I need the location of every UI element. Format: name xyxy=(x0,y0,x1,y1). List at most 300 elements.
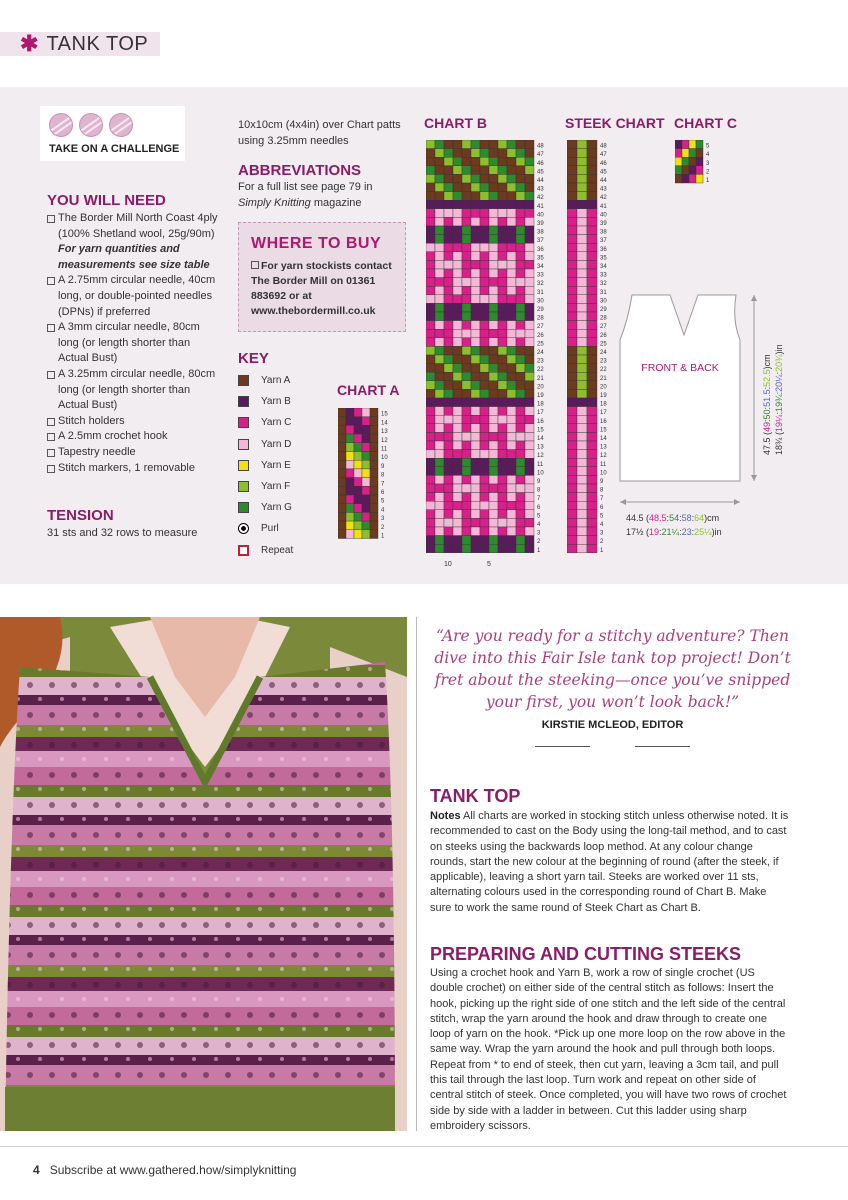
chart-cell xyxy=(587,510,597,519)
chart-cell xyxy=(525,398,534,407)
schematic-outline xyxy=(620,295,740,481)
chart-cell xyxy=(354,434,362,443)
row-number: 9 xyxy=(537,479,541,485)
chart-cell xyxy=(577,484,587,493)
chart-cell xyxy=(435,467,444,476)
chart-cell xyxy=(489,527,498,536)
chart-cell xyxy=(346,417,354,426)
chart-cell xyxy=(462,346,471,355)
chart-cell xyxy=(471,140,480,149)
chart-cell xyxy=(507,346,516,355)
chart-cell xyxy=(567,243,577,252)
chart-cell xyxy=(587,432,597,441)
tension-heading: TENSION xyxy=(47,507,114,524)
chart-cell xyxy=(587,415,597,424)
chart-cell xyxy=(516,260,525,269)
checkbox-icon xyxy=(47,277,55,285)
chart-cell xyxy=(453,389,462,398)
chart-cell xyxy=(444,183,453,192)
chart-cell xyxy=(426,484,435,493)
chart-cell xyxy=(587,467,597,476)
page-number: 4 xyxy=(33,1163,40,1177)
chart-cell xyxy=(516,166,525,175)
chart-cell xyxy=(362,460,370,469)
chart-cell xyxy=(567,432,577,441)
row-number: 19 xyxy=(600,393,607,399)
chart-cell xyxy=(516,346,525,355)
chart-cell xyxy=(435,484,444,493)
chart-cell xyxy=(462,372,471,381)
chart-cell xyxy=(346,469,354,478)
chart-cell xyxy=(444,321,453,330)
chart-cell xyxy=(507,235,516,244)
chart-cell xyxy=(516,407,525,416)
chart-cell xyxy=(587,346,597,355)
chart-cell xyxy=(498,493,507,502)
chart-cell xyxy=(489,312,498,321)
chart-cell xyxy=(444,243,453,252)
chart-cell xyxy=(567,217,577,226)
chart-cell xyxy=(453,312,462,321)
chart-cell xyxy=(453,407,462,416)
chart-cell xyxy=(462,510,471,519)
chart-cell xyxy=(516,441,525,450)
chart-cell xyxy=(462,381,471,390)
chart-cell xyxy=(338,469,346,478)
chart-cell xyxy=(426,467,435,476)
chart-cell xyxy=(567,295,577,304)
chart-cell xyxy=(525,140,534,149)
chart-cell xyxy=(498,424,507,433)
chart-cell xyxy=(471,303,480,312)
chart-cell xyxy=(338,512,346,521)
editor-quote: “Are you ready for a stitchy adventure? Then dive into this Fair Isle tank top project! Don’t fret about the steeking—once you’ve snipped your first, you won’t look back!” xyxy=(434,627,791,711)
chart-cell xyxy=(453,432,462,441)
chart-cell xyxy=(370,443,378,452)
chart-cell xyxy=(489,338,498,347)
chart-cell xyxy=(453,174,462,183)
chart-cell xyxy=(444,346,453,355)
chart-cell xyxy=(435,527,444,536)
chart-cell xyxy=(507,364,516,373)
chart-cell xyxy=(453,200,462,209)
chart-cell xyxy=(444,166,453,175)
chart-c-grid xyxy=(675,140,721,188)
chart-cell xyxy=(516,432,525,441)
chart-cell xyxy=(567,321,577,330)
chart-cell xyxy=(444,226,453,235)
chart-cell xyxy=(480,441,489,450)
chart-cell xyxy=(516,226,525,235)
chart-cell xyxy=(489,226,498,235)
checkbox-icon xyxy=(47,418,55,426)
chart-cell xyxy=(567,329,577,338)
chart-cell xyxy=(462,140,471,149)
chart-cell xyxy=(370,417,378,426)
chart-cell xyxy=(444,235,453,244)
steek-chart-grid xyxy=(567,140,613,555)
chart-cell xyxy=(675,149,682,158)
chart-cell xyxy=(489,321,498,330)
chart-cell xyxy=(587,501,597,510)
chart-cell xyxy=(567,389,577,398)
chart-cell xyxy=(567,174,577,183)
chart-cell xyxy=(587,303,597,312)
row-number: 3 xyxy=(537,530,541,537)
chart-cell xyxy=(362,486,370,495)
row-number: 15 xyxy=(381,411,388,418)
chart-cell xyxy=(507,312,516,321)
chart-cell xyxy=(516,312,525,321)
chart-cell xyxy=(696,174,703,183)
chart-cell xyxy=(567,192,577,201)
chart-cell xyxy=(462,321,471,330)
chart-cell xyxy=(682,140,689,149)
key-heading: KEY xyxy=(238,350,269,367)
chart-cell xyxy=(525,235,534,244)
row-number: 7 xyxy=(381,481,385,488)
chart-cell xyxy=(453,260,462,269)
chart-cell xyxy=(516,458,525,467)
chart-cell xyxy=(480,415,489,424)
chart-cell xyxy=(370,486,378,495)
chart-cell xyxy=(362,443,370,452)
chart-cell xyxy=(453,518,462,527)
color-swatch xyxy=(238,439,249,450)
chart-cell xyxy=(480,518,489,527)
chart-cell xyxy=(435,424,444,433)
chart-cell xyxy=(426,226,435,235)
row-number: 22 xyxy=(600,367,607,374)
chart-cell xyxy=(435,493,444,502)
chart-cell xyxy=(577,338,587,347)
chart-cell xyxy=(462,243,471,252)
chart-cell xyxy=(567,200,577,209)
chart-cell xyxy=(480,209,489,218)
chart-cell xyxy=(498,174,507,183)
chart-cell xyxy=(453,493,462,502)
list-item: Stitch markers, 1 removable xyxy=(47,461,222,477)
chart-cell xyxy=(516,295,525,304)
chart-cell xyxy=(453,286,462,295)
chart-cell xyxy=(462,192,471,201)
chart-cell xyxy=(444,174,453,183)
row-number: 9 xyxy=(600,479,604,485)
chart-cell xyxy=(426,235,435,244)
chart-cell xyxy=(525,518,534,527)
chart-cell xyxy=(567,510,577,519)
chart-cell xyxy=(507,200,516,209)
chart-cell xyxy=(462,544,471,553)
tension-continued: 10x10cm (4x4in) over Chart patts using 3.25mm needles xyxy=(238,119,401,147)
chart-cell xyxy=(587,286,597,295)
chart-cell xyxy=(577,544,587,553)
chart-cell xyxy=(346,443,354,452)
schematic-label: FRONT & BACK xyxy=(641,362,719,374)
chart-cell xyxy=(471,209,480,218)
chart-cell xyxy=(489,174,498,183)
chart-cell xyxy=(498,381,507,390)
chart-cell xyxy=(426,329,435,338)
chart-cell xyxy=(462,441,471,450)
chart-cell xyxy=(435,458,444,467)
chart-cell xyxy=(577,398,587,407)
chart-cell xyxy=(462,295,471,304)
chart-cell xyxy=(453,450,462,459)
chart-cell xyxy=(426,209,435,218)
row-number: 40 xyxy=(600,212,607,219)
chart-cell xyxy=(525,269,534,278)
row-number: 1 xyxy=(706,178,710,184)
chart-cell xyxy=(471,217,480,226)
row-number: 1 xyxy=(600,547,604,554)
chart-cell xyxy=(480,536,489,545)
row-number: 8 xyxy=(537,487,541,494)
chart-cell xyxy=(370,460,378,469)
chart-cell xyxy=(444,536,453,545)
chart-cell xyxy=(453,269,462,278)
chart-cell xyxy=(462,493,471,502)
row-number: 1 xyxy=(537,547,541,554)
chart-cell xyxy=(498,518,507,527)
yarn-ball-icons xyxy=(49,113,133,137)
chart-cell xyxy=(444,475,453,484)
chart-cell xyxy=(587,278,597,287)
chart-cell xyxy=(462,260,471,269)
chart-cell xyxy=(435,312,444,321)
row-number: 4 xyxy=(381,507,385,514)
row-number: 34 xyxy=(600,264,607,270)
row-number: 43 xyxy=(537,186,544,193)
chart-cell xyxy=(453,381,462,390)
chart-cell xyxy=(516,467,525,476)
chart-cell xyxy=(370,408,378,417)
row-number: 20 xyxy=(537,384,544,391)
chart-cell xyxy=(498,192,507,201)
chart-cell xyxy=(354,495,362,504)
chart-cell xyxy=(435,544,444,553)
chart-cell xyxy=(338,408,346,417)
chart-cell xyxy=(453,278,462,287)
color-swatch xyxy=(238,417,249,428)
chart-cell xyxy=(516,329,525,338)
chart-cell xyxy=(689,166,696,175)
chart-cell xyxy=(507,475,516,484)
chart-cell xyxy=(426,200,435,209)
chart-cell xyxy=(567,527,577,536)
chart-cell xyxy=(489,303,498,312)
chart-cell xyxy=(675,166,682,175)
row-number: 47 xyxy=(600,152,607,159)
chart-cell xyxy=(516,389,525,398)
chart-cell xyxy=(516,424,525,433)
row-number: 6 xyxy=(537,504,541,511)
chart-cell xyxy=(507,174,516,183)
chart-cell xyxy=(354,417,362,426)
chart-cell xyxy=(435,475,444,484)
chart-cell xyxy=(346,434,354,443)
chart-cell xyxy=(471,192,480,201)
chart-cell xyxy=(489,235,498,244)
chart-cell xyxy=(426,432,435,441)
chart-cell xyxy=(471,355,480,364)
chart-cell xyxy=(462,432,471,441)
arrow-left-icon xyxy=(620,499,626,505)
chart-cell xyxy=(444,467,453,476)
chart-cell xyxy=(444,355,453,364)
chart-cell xyxy=(577,441,587,450)
chart-cell xyxy=(525,381,534,390)
chart-cell xyxy=(362,469,370,478)
chart-cell xyxy=(471,329,480,338)
chart-cell xyxy=(516,364,525,373)
chart-cell xyxy=(525,303,534,312)
chart-cell xyxy=(471,364,480,373)
chart-cell xyxy=(453,501,462,510)
row-number: 37 xyxy=(600,238,607,245)
row-number: 38 xyxy=(600,229,607,236)
row-number: 3 xyxy=(600,530,604,537)
chart-cell xyxy=(577,381,587,390)
chart-cell xyxy=(489,364,498,373)
chart-cell xyxy=(498,407,507,416)
chart-cell xyxy=(689,157,696,166)
chart-cell xyxy=(480,321,489,330)
chart-cell xyxy=(587,260,597,269)
chart-cell xyxy=(587,381,597,390)
key-item: Repeat xyxy=(238,545,293,556)
key-item: Yarn G xyxy=(238,502,292,513)
chart-cell xyxy=(516,381,525,390)
chart-cell xyxy=(489,518,498,527)
chart-cell xyxy=(462,475,471,484)
row-number: 10 xyxy=(381,455,388,462)
chart-cell xyxy=(435,441,444,450)
chart-cell xyxy=(480,192,489,201)
chart-cell xyxy=(471,278,480,287)
chart-cell xyxy=(577,149,587,158)
row-number: 29 xyxy=(600,307,607,313)
chart-cell xyxy=(489,432,498,441)
chart-cell xyxy=(507,527,516,536)
row-number: 28 xyxy=(537,315,544,322)
row-number: 28 xyxy=(600,315,607,322)
chart-cell xyxy=(516,140,525,149)
chart-cell xyxy=(507,389,516,398)
chart-cell xyxy=(489,140,498,149)
chart-cell xyxy=(362,530,370,539)
row-number: 13 xyxy=(381,429,388,436)
chart-cell xyxy=(435,450,444,459)
chart-cell xyxy=(426,140,435,149)
chart-cell xyxy=(453,510,462,519)
chart-cell xyxy=(587,372,597,381)
chart-cell xyxy=(587,329,597,338)
repeat-box-icon xyxy=(238,545,249,556)
chart-cell xyxy=(453,424,462,433)
row-number: 5 xyxy=(537,513,541,520)
chart-cell xyxy=(444,286,453,295)
chart-cell xyxy=(435,372,444,381)
chart-cell xyxy=(498,209,507,218)
chart-cell xyxy=(507,286,516,295)
chart-cell xyxy=(354,504,362,513)
row-number: 17 xyxy=(600,410,607,417)
row-number: 19 xyxy=(537,393,544,399)
row-number: 46 xyxy=(537,160,544,167)
chart-cell xyxy=(507,269,516,278)
steeks-paragraph: Using a crochet hook and Yarn B, work a row of single crochet (US double crochet) on either side of the central stitch as follows: Insert the hook, picking up the right side of one stitch and the left side of the central stitch, wrap the yarn around the hook and draw through to create one loop of yarn on the hook. *Pick up one more loop on the row above in the same way. Wrap the yarn around the hook and pull through both loops. Repeat from * to end of steek, then cut yarn, leaving a 3cm tail, and pull this tail through the last loop. Turn work and repeat on other side of central stitch of steek. Once completed, you will have two rows of crochet side by side with a ladder in between. Cut this ladder using sharp embroidery scissors. xyxy=(430,967,787,1132)
chart-cell xyxy=(577,527,587,536)
chart-cell xyxy=(507,329,516,338)
chart-cell xyxy=(577,518,587,527)
chart-cell xyxy=(567,475,577,484)
notes-paragraph: Notes All charts are worked in stocking stitch unless otherwise noted. It is recommended to cast on the Body using the long-tail method, and to cast on steeks using the backwards loop method. At any colour change rounds, start the new colour at the beginning of round (after the steek, if applicable), leaving a short yarn tail. Steeks are worked over 11 sts, alternating colours used in the corresponding round of Chart B. Make sure to work the same round of Steek Chart as Chart B. xyxy=(430,810,789,914)
row-number: 23 xyxy=(600,358,607,365)
chart-cell xyxy=(354,425,362,434)
chart-cell xyxy=(471,260,480,269)
subscribe-text[interactable]: Subscribe at www.gathered.how/simplyknitting xyxy=(49,1163,297,1177)
chart-cell xyxy=(577,346,587,355)
chart-cell xyxy=(498,364,507,373)
chart-cell xyxy=(498,295,507,304)
chart-cell xyxy=(587,140,597,149)
chart-cell xyxy=(471,226,480,235)
chart-cell xyxy=(362,417,370,426)
ribbing-hem xyxy=(5,1087,395,1131)
chart-cell xyxy=(370,425,378,434)
chart-cell xyxy=(471,389,480,398)
chart-cell xyxy=(498,372,507,381)
chart-cell xyxy=(480,312,489,321)
section-title: TANK TOP xyxy=(46,32,149,55)
row-number: 36 xyxy=(600,246,607,253)
chart-cell xyxy=(435,510,444,519)
chart-cell xyxy=(362,425,370,434)
chart-cell xyxy=(453,415,462,424)
chart-cell xyxy=(489,329,498,338)
chart-cell xyxy=(489,501,498,510)
chart-cell xyxy=(462,518,471,527)
chart-cell xyxy=(498,398,507,407)
row-number: 48 xyxy=(600,143,607,150)
chart-cell xyxy=(444,329,453,338)
key-item: Yarn C xyxy=(238,417,291,428)
chart-cell xyxy=(577,312,587,321)
chart-cell xyxy=(525,217,534,226)
chart-cell xyxy=(435,381,444,390)
chart-cell xyxy=(577,303,587,312)
chart-cell xyxy=(567,183,577,192)
chart-cell xyxy=(471,467,480,476)
chart-cell xyxy=(489,260,498,269)
chart-cell xyxy=(480,346,489,355)
chart-cell xyxy=(696,157,703,166)
chart-cell xyxy=(462,303,471,312)
chart-cell xyxy=(577,432,587,441)
row-number: 13 xyxy=(537,444,544,451)
chart-cell xyxy=(587,484,597,493)
row-number: 8 xyxy=(381,472,385,479)
row-number: 1 xyxy=(381,533,385,540)
chart-cell xyxy=(426,493,435,502)
chart-cell xyxy=(577,493,587,502)
chart-cell xyxy=(516,243,525,252)
chart-cell xyxy=(577,174,587,183)
chart-cell xyxy=(516,217,525,226)
row-number: 2 xyxy=(537,539,541,546)
chart-cell xyxy=(577,501,587,510)
